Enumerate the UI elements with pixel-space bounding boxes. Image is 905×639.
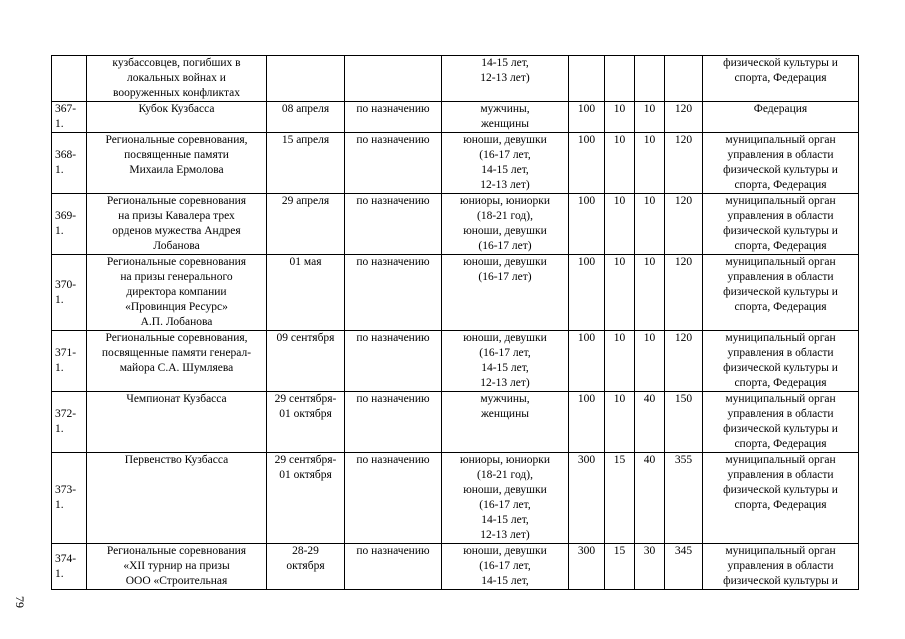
organizer: физической культуры и спорта, Федерация <box>703 56 859 102</box>
count-total: 345 <box>665 544 703 590</box>
count-3: 10 <box>635 133 665 194</box>
events-table <box>51 55 859 590</box>
row-number: 371-1. <box>52 331 87 392</box>
row-number <box>52 56 87 102</box>
row-number: 370-1. <box>52 255 87 331</box>
event-name: Чемпионат Кузбасса <box>87 392 267 453</box>
participants: юноши, девушки (16-17 лет) <box>442 255 569 331</box>
count-total <box>665 56 703 102</box>
count-1: 100 <box>569 392 605 453</box>
count-1: 100 <box>569 194 605 255</box>
organizer: Федерация <box>703 102 859 133</box>
event-venue: по назначению <box>345 102 442 133</box>
page-number: 79 <box>13 596 27 608</box>
row-number: 368-1. <box>52 133 87 194</box>
count-3: 10 <box>635 255 665 331</box>
table-row <box>52 56 859 102</box>
event-venue <box>345 56 442 102</box>
event-venue: по назначению <box>345 544 442 590</box>
event-venue: по назначению <box>345 133 442 194</box>
count-3: 10 <box>635 194 665 255</box>
count-3: 10 <box>635 331 665 392</box>
count-1 <box>569 56 605 102</box>
participants: юноши, девушки (16-17 лет, 14-15 лет, 12-13 лет) <box>442 331 569 392</box>
organizer: муниципальный орган управления в области физической культуры и спорта, Федерация <box>703 133 859 194</box>
organizer: муниципальный орган управления в области физической культуры и спорта, Федерация <box>703 255 859 331</box>
participants: юноши, девушки (16-17 лет, 14-15 лет, 12-13 лет) <box>442 133 569 194</box>
event-date: 15 апреля <box>267 133 345 194</box>
row-number: 369-1. <box>52 194 87 255</box>
participants: юниоры, юниорки (18-21 год), юноши, девушки (16-17 лет) <box>442 194 569 255</box>
count-total: 120 <box>665 194 703 255</box>
count-total: 120 <box>665 133 703 194</box>
event-date: 01 мая <box>267 255 345 331</box>
table-row <box>52 331 859 392</box>
count-2: 10 <box>605 194 635 255</box>
table-row <box>52 544 859 590</box>
count-3: 10 <box>635 102 665 133</box>
count-2: 10 <box>605 392 635 453</box>
event-name: Региональные соревнования, посвященные памяти Михаила Ермолова <box>87 133 267 194</box>
count-1: 300 <box>569 453 605 544</box>
count-total: 355 <box>665 453 703 544</box>
event-venue: по назначению <box>345 194 442 255</box>
table-row <box>52 133 859 194</box>
event-name: Региональные соревнования «XII турнир на призы ООО «Строительная <box>87 544 267 590</box>
organizer: муниципальный орган управления в области физической культуры и спорта, Федерация <box>703 392 859 453</box>
event-date <box>267 56 345 102</box>
participants: 14-15 лет, 12-13 лет) <box>442 56 569 102</box>
count-2: 10 <box>605 331 635 392</box>
table-row <box>52 453 859 544</box>
count-1: 300 <box>569 544 605 590</box>
event-venue: по назначению <box>345 453 442 544</box>
row-number: 367-1. <box>52 102 87 133</box>
participants: мужчины, женщины <box>442 102 569 133</box>
event-name: Региональные соревнования на призы Кавалера трех орденов мужества Андрея Лобанова <box>87 194 267 255</box>
event-venue: по назначению <box>345 255 442 331</box>
table-row <box>52 194 859 255</box>
event-name: кузбассовцев, погибших в локальных войнах и вооруженных конфликтах <box>87 56 267 102</box>
count-3: 30 <box>635 544 665 590</box>
count-2 <box>605 56 635 102</box>
participants: юноши, девушки (16-17 лет, 14-15 лет, <box>442 544 569 590</box>
table-row <box>52 102 859 133</box>
count-3 <box>635 56 665 102</box>
event-date: 08 апреля <box>267 102 345 133</box>
organizer: муниципальный орган управления в области физической культуры и спорта, Федерация <box>703 331 859 392</box>
count-2: 10 <box>605 255 635 331</box>
participants: мужчины, женщины <box>442 392 569 453</box>
count-total: 150 <box>665 392 703 453</box>
count-1: 100 <box>569 102 605 133</box>
event-date: 29 сентября- 01 октября <box>267 392 345 453</box>
event-name: Первенство Кузбасса <box>87 453 267 544</box>
event-date: 09 сентября <box>267 331 345 392</box>
count-total: 120 <box>665 102 703 133</box>
organizer: муниципальный орган управления в области физической культуры и спорта, Федерация <box>703 453 859 544</box>
event-name: Кубок Кузбасса <box>87 102 267 133</box>
row-number: 372-1. <box>52 392 87 453</box>
count-1: 100 <box>569 133 605 194</box>
event-date: 29 апреля <box>267 194 345 255</box>
count-2: 10 <box>605 133 635 194</box>
count-1: 100 <box>569 331 605 392</box>
table-row <box>52 255 859 331</box>
event-name: Региональные соревнования на призы генерального директора компании «Провинция Ресурс» А.П. Лобанова <box>87 255 267 331</box>
event-date: 29 сентября- 01 октября <box>267 453 345 544</box>
organizer: муниципальный орган управления в области физической культуры и <box>703 544 859 590</box>
event-name: Региональные соревнования, посвященные памяти генерал- майора С.А. Шумляева <box>87 331 267 392</box>
event-venue: по назначению <box>345 392 442 453</box>
count-total: 120 <box>665 255 703 331</box>
row-number: 374-1. <box>52 544 87 590</box>
count-3: 40 <box>635 392 665 453</box>
row-number: 373-1. <box>52 453 87 544</box>
organizer: муниципальный орган управления в области физической культуры и спорта, Федерация <box>703 194 859 255</box>
event-date: 28-29 октября <box>267 544 345 590</box>
event-venue: по назначению <box>345 331 442 392</box>
count-3: 40 <box>635 453 665 544</box>
count-2: 15 <box>605 544 635 590</box>
count-2: 10 <box>605 102 635 133</box>
table-row <box>52 392 859 453</box>
participants: юниоры, юниорки (18-21 год), юноши, девушки (16-17 лет, 14-15 лет, 12-13 лет) <box>442 453 569 544</box>
count-total: 120 <box>665 331 703 392</box>
count-1: 100 <box>569 255 605 331</box>
count-2: 15 <box>605 453 635 544</box>
